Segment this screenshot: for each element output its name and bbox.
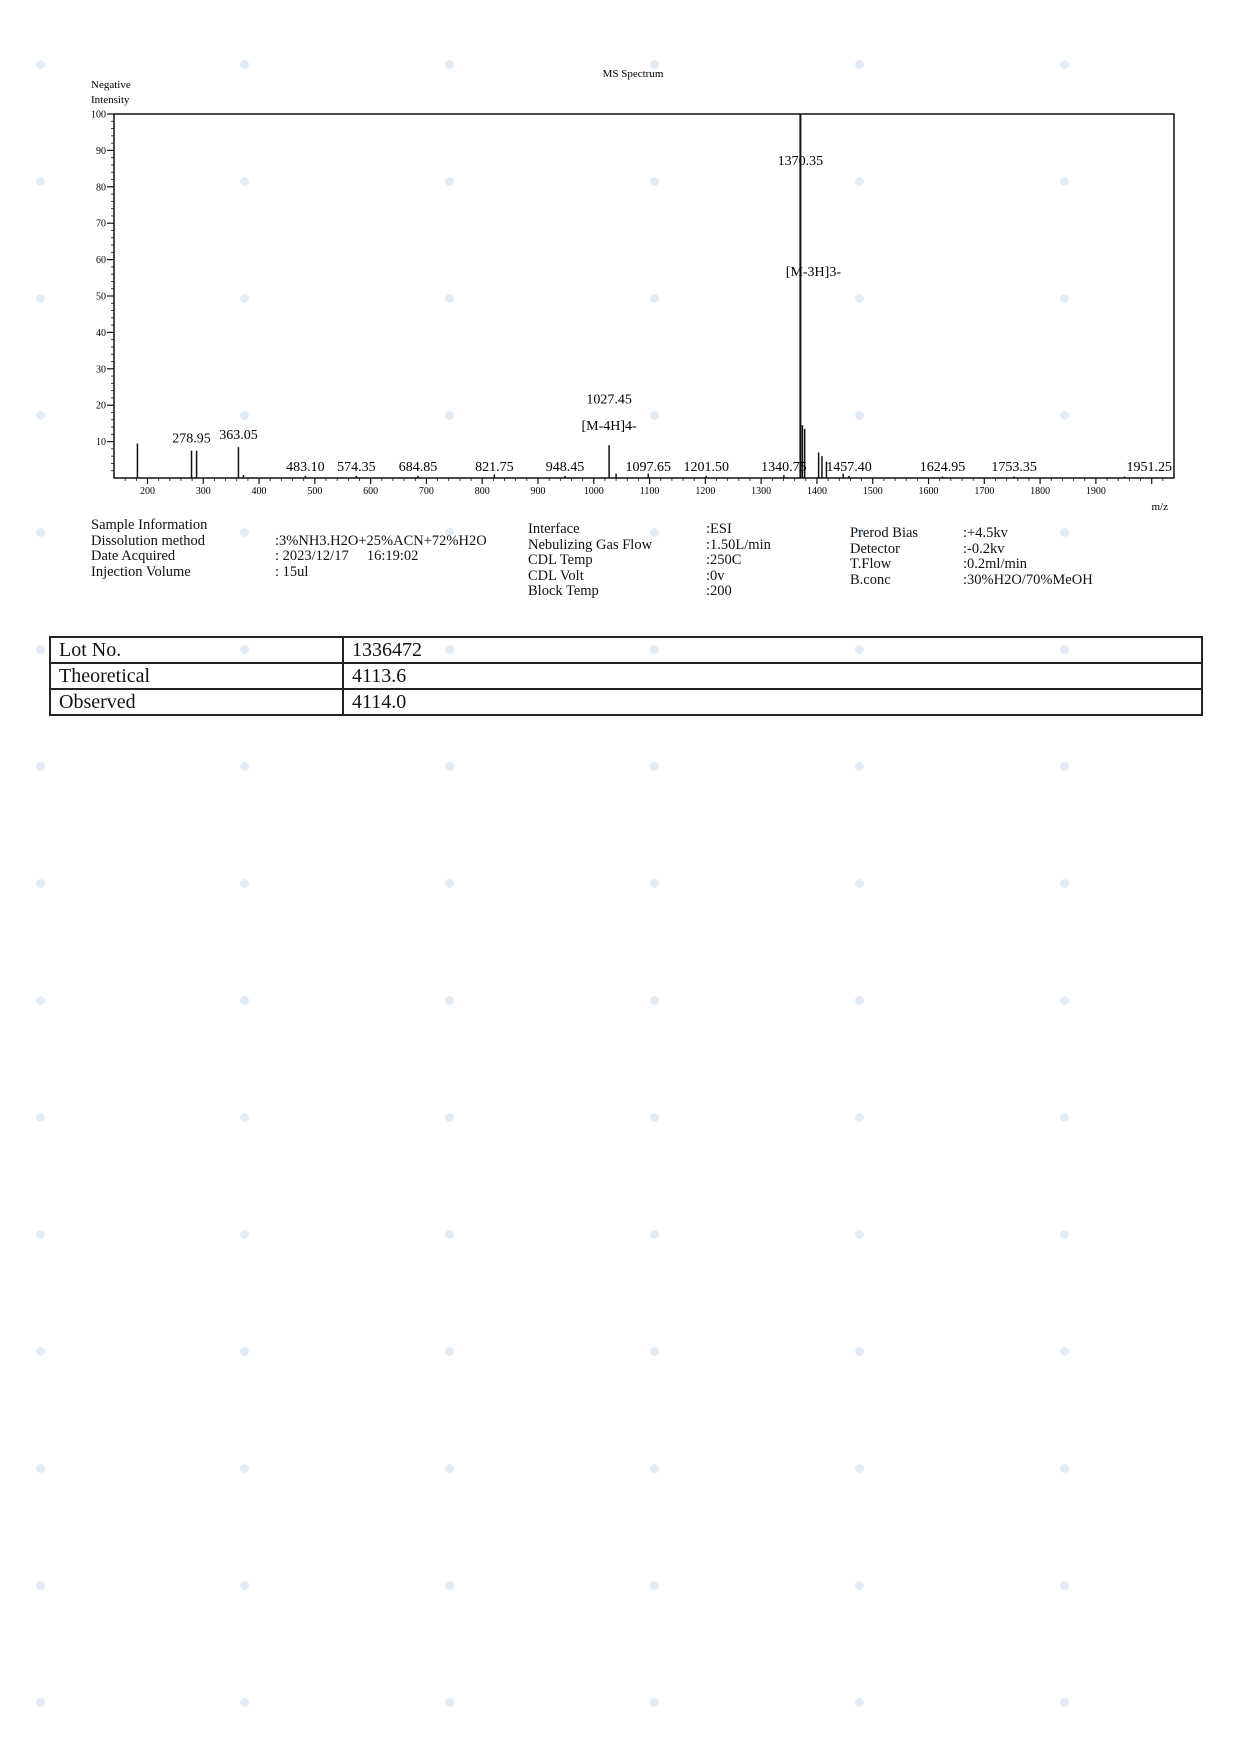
background-dot — [1060, 1347, 1069, 1356]
background-dot — [1060, 996, 1069, 1005]
peak-label: 1624.95 — [919, 460, 966, 475]
background-dot — [445, 1581, 454, 1590]
table-row — [50, 637, 1202, 663]
background-dot — [650, 1464, 659, 1473]
y-tick-label: 90 — [96, 145, 106, 157]
background-dot — [1060, 1464, 1069, 1473]
theoretical-key: Theoretical — [50, 663, 343, 689]
detector-info-labels — [850, 526, 918, 588]
y-tick-label: 50 — [96, 291, 106, 303]
background-dot — [36, 879, 45, 888]
background-dot — [240, 879, 249, 888]
x-tick-label: 500 — [307, 486, 323, 497]
x-tick-label: 300 — [195, 486, 211, 497]
theoretical-value: 4113.6 — [343, 663, 1202, 689]
y-tick-label: 20 — [96, 400, 106, 412]
background-dot — [445, 1113, 454, 1122]
background-dot — [1060, 762, 1069, 771]
detector-label: Detector — [850, 540, 900, 557]
background-dot — [445, 762, 454, 771]
t-flow-value: :0.2ml/min — [963, 556, 1028, 572]
nebulizing-gas-flow-label: Nebulizing Gas Flow — [528, 536, 653, 553]
background-dot — [650, 1347, 659, 1356]
x-tick-label: 1700 — [974, 486, 995, 497]
table-row — [50, 689, 1202, 715]
y-tick-label: 60 — [96, 255, 106, 267]
cdl-volt-label: CDL Volt — [528, 567, 584, 584]
peak-label: 1457.40 — [826, 460, 872, 475]
injection-volume-value: : 15ul — [275, 563, 309, 580]
background-dot — [240, 996, 249, 1005]
background-dot — [36, 1113, 45, 1122]
t-flow-label: T.Flow — [850, 556, 892, 572]
x-tick-label: 1600 — [918, 486, 939, 497]
x-tick-label: 1100 — [639, 486, 660, 497]
background-dot — [855, 1464, 864, 1473]
peak-annotation: [M-3H]3- — [785, 264, 842, 280]
b-conc-label: B.conc — [850, 571, 891, 588]
background-dot — [650, 1698, 659, 1707]
cdl-temp-value: :250C — [706, 552, 742, 568]
x-tick-label: 1300 — [751, 486, 772, 497]
background-dot — [36, 645, 45, 654]
background-dot — [36, 1464, 45, 1473]
x-tick-label: 1900 — [1085, 486, 1106, 497]
x-tick-label: 1500 — [862, 486, 883, 497]
background-dot — [1060, 1581, 1069, 1590]
background-dot — [445, 879, 454, 888]
y-axis-label: Negative — [91, 79, 131, 91]
peak-label: 948.45 — [545, 460, 585, 475]
x-tick-label: 700 — [418, 486, 434, 497]
cdl-temp-label: CDL Temp — [528, 552, 593, 568]
y-tick-label: 100 — [91, 109, 106, 121]
peak-label: 483.10 — [286, 460, 325, 475]
x-tick-label: 600 — [363, 486, 379, 497]
background-dot — [650, 1230, 659, 1239]
peak-label: 821.75 — [475, 460, 514, 475]
peak-annotation: [M-4H]4- — [581, 418, 637, 434]
x-tick-label: 900 — [530, 486, 546, 497]
background-dot — [650, 1581, 659, 1590]
peak-label: 363.05 — [219, 428, 258, 444]
y-tick-label: 10 — [96, 437, 106, 449]
interface-value: :ESI — [706, 521, 732, 537]
cdl-volt-value: :0v — [706, 567, 725, 584]
sample-info-labels — [91, 518, 207, 580]
lot-no-key: Lot No. — [50, 637, 343, 663]
detector-value: :-0.2kv — [963, 540, 1005, 557]
x-tick-label: 200 — [139, 486, 155, 497]
background-dot — [1060, 879, 1069, 888]
y-tick-label: 80 — [96, 182, 106, 194]
background-dot — [855, 1230, 864, 1239]
x-tick-label: 400 — [251, 486, 267, 497]
block-temp-value: :200 — [706, 583, 732, 599]
y-tick-label: 40 — [96, 327, 106, 339]
background-dot — [445, 1464, 454, 1473]
y-axis-label-line2: Intensity — [91, 94, 130, 106]
background-dot — [855, 1347, 864, 1356]
background-dot — [445, 996, 454, 1005]
peak-label: 1753.35 — [991, 460, 1037, 475]
table-row — [50, 663, 1202, 689]
x-tick-label: 1200 — [695, 486, 716, 497]
interface-label: Interface — [528, 521, 580, 537]
x-axis-label: m/z — [1151, 501, 1168, 513]
peak-label: 1027.45 — [586, 392, 632, 408]
background-dot — [650, 996, 659, 1005]
results-table — [49, 636, 1203, 716]
background-dot — [650, 1113, 659, 1122]
background-dot — [240, 1347, 249, 1356]
peak-label: 574.35 — [337, 460, 376, 475]
plot-frame — [114, 114, 1174, 478]
background-dot — [240, 762, 249, 771]
chart-title: MS Spectrum — [602, 68, 664, 80]
background-dot — [855, 879, 864, 888]
peak-label: 278.95 — [172, 431, 211, 447]
background-dot — [855, 762, 864, 771]
background-dot — [36, 1230, 45, 1239]
peak-label: 1340.75 — [761, 460, 807, 475]
background-dot — [240, 1698, 249, 1707]
peak-label: 1097.65 — [625, 460, 672, 475]
dissolution-method-label: Dissolution method — [91, 532, 205, 549]
background-dot — [855, 1698, 864, 1707]
sample-info-values — [275, 518, 487, 580]
background-dot — [36, 1347, 45, 1356]
observed-value: 4114.0 — [343, 689, 1202, 715]
background-dot — [855, 996, 864, 1005]
detector-info-values — [963, 526, 1093, 588]
background-dot — [36, 1698, 45, 1707]
x-tick-label: 1800 — [1030, 486, 1051, 497]
background-dot — [240, 1113, 249, 1122]
background-dot — [1060, 1698, 1069, 1707]
background-dot — [445, 1698, 454, 1707]
date-acquired-value: : 2023/12/17 16:19:02 — [275, 548, 419, 564]
nebulizing-gas-flow-value: :1.50L/min — [706, 536, 771, 553]
background-dot — [445, 1347, 454, 1356]
background-dot — [650, 762, 659, 771]
background-dot — [240, 1464, 249, 1473]
prerod-bias-value: :+4.5kv — [963, 525, 1008, 541]
sample-info-value — [275, 518, 487, 534]
peak-label: 1201.50 — [683, 460, 729, 475]
block-temp-label: Block Temp — [528, 583, 599, 599]
background-dot — [855, 1113, 864, 1122]
y-tick-label: 30 — [96, 364, 106, 376]
background-dot — [36, 996, 45, 1005]
injection-volume-label: Injection Volume — [91, 563, 191, 580]
peak-label: 1370.35 — [777, 153, 824, 169]
background-dot — [1060, 1230, 1069, 1239]
date-acquired-label: Date Acquired — [91, 548, 176, 564]
peak-label: 684.85 — [398, 460, 438, 475]
interface-info-values — [706, 522, 771, 600]
x-tick-label: 800 — [474, 486, 490, 497]
x-tick-label: 1400 — [806, 486, 827, 497]
b-conc-value: :30%H2O/70%MeOH — [963, 571, 1093, 588]
background-dot — [240, 1581, 249, 1590]
sample-info-label: Sample Information — [91, 517, 208, 533]
lot-no-value: 1336472 — [343, 637, 1202, 663]
background-dot — [36, 1581, 45, 1590]
y-tick-label: 70 — [96, 218, 106, 230]
observed-key: Observed — [50, 689, 343, 715]
prerod-bias-label: Prerod Bias — [850, 525, 919, 541]
peak-label: 1951.25 — [1126, 460, 1172, 475]
background-dot — [650, 879, 659, 888]
background-dot — [855, 1581, 864, 1590]
dissolution-method-value: :3%NH3.H2O+25%ACN+72%H2O — [275, 532, 487, 549]
background-dot — [36, 762, 45, 771]
interface-info-labels — [528, 522, 652, 600]
x-tick-label: 1000 — [583, 486, 604, 497]
background-dot — [1060, 1113, 1069, 1122]
background-dot — [445, 1230, 454, 1239]
background-dot — [240, 1230, 249, 1239]
